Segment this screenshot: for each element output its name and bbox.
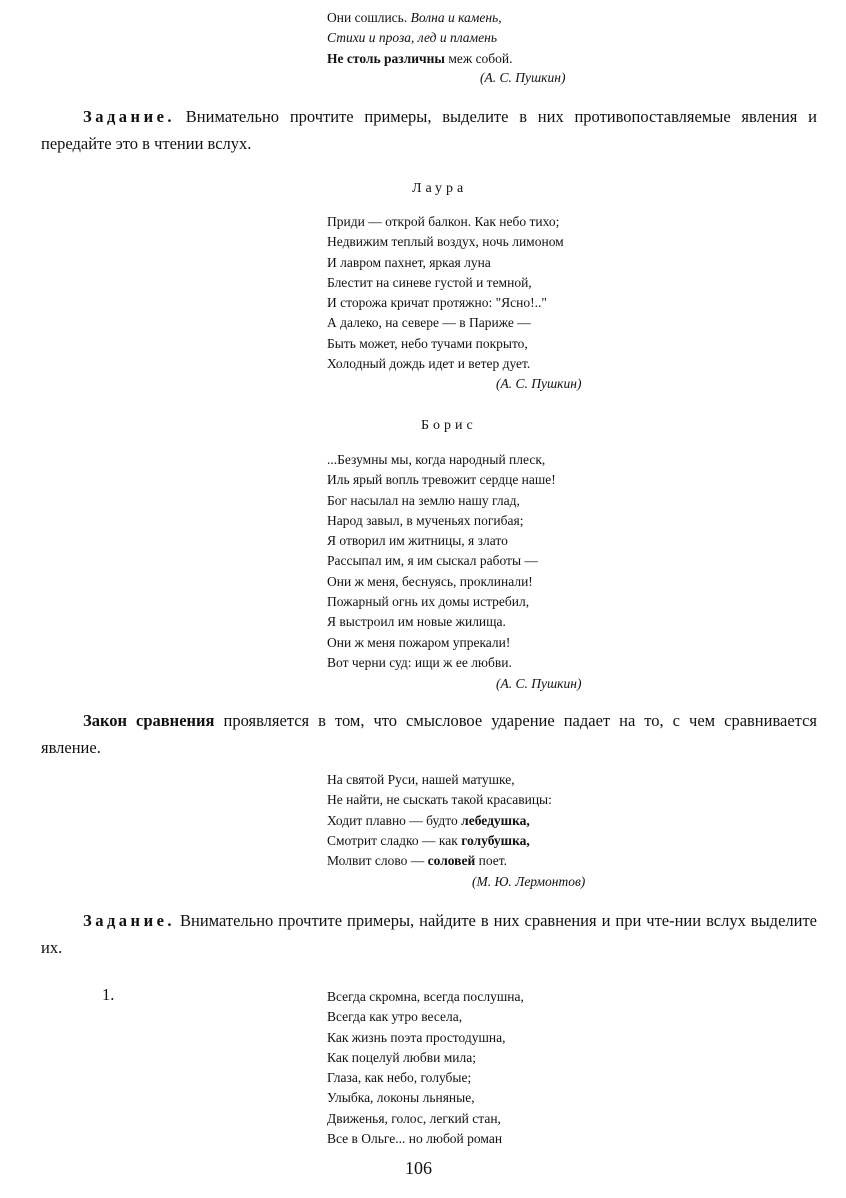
poem-line: Глаза, как небо, голубые; [327, 1070, 472, 1086]
poem-text: Ходит плавно — будто [327, 812, 458, 828]
poem-line: Вот черни суд: ищи ж ее любви. [327, 654, 512, 670]
poem-line [327, 851, 552, 871]
poem-text: Смотрит сладко — как [327, 832, 458, 848]
poem-line: Блестит на синеве густой и темной, [327, 274, 532, 290]
task-lead: Задание. [83, 107, 176, 126]
author-attribution: (А. С. Пушкин) [480, 70, 566, 85]
poem-line: Недвижим теплый воздух, ночь лимоном [327, 234, 564, 250]
poem-text-bold: Не столь различны [327, 50, 445, 66]
poem-line: Быть может, небо тучами покрыто, [327, 335, 528, 351]
poem-line: Всегда как утро весела, [327, 1009, 463, 1025]
poem-line: Все в Ольге... но любой роман [327, 1131, 503, 1147]
poem-text: меж собой. [448, 50, 513, 66]
author-attribution: (А. С. Пушкин) [496, 376, 582, 391]
poem-line: Приди — открой балкон. Как небо тихо; [327, 214, 560, 229]
poem-lermontov [327, 770, 552, 871]
poem-line: Всегда скромна, всегда послушна, [327, 989, 524, 1004]
poem-text-italic: Волна и камень, [410, 10, 502, 25]
poem-text: поет. [478, 853, 508, 869]
task-text: Внимательно прочтите примеры, найдите в них сравнения и при чте-нии вслух выделите их. [41, 911, 817, 957]
poem-line: Улыбка, локоны льняные, [327, 1090, 475, 1106]
task-text: Внимательно прочтите примеры, выделите в них противопоставляемые явления и передайте это в чтении вслух. [41, 107, 817, 153]
poem-line: Я отворил им житницы, я злато [327, 533, 508, 549]
poem-boris [327, 450, 556, 673]
poem-line: И лавром пахнет, яркая луна [327, 254, 491, 270]
poem-text-bold: соловей [427, 853, 476, 869]
author-attribution: (М. Ю. Лермонтов) [472, 874, 586, 889]
poem-line [327, 8, 513, 28]
page-number: 106 [405, 1158, 432, 1178]
poem-text-bold: лебедушка, [461, 812, 530, 828]
example-number: 1. [102, 985, 115, 1004]
poem-line: ...Безумны мы, когда народный плеск, [327, 452, 546, 467]
poem-example-1 [327, 987, 524, 1149]
poem-text: Молвит слово — [327, 853, 425, 869]
speaker-heading: Лаура [412, 181, 468, 196]
author-attribution: (А. С. Пушкин) [496, 676, 582, 691]
poem-line [327, 811, 552, 831]
poem-line: Я выстроил им новые жилища. [327, 614, 506, 630]
poem-line: Они ж меня, беснуясь, проклинали! [327, 573, 533, 589]
poem-laura [327, 212, 564, 374]
law-text: проявляется в том, что смысловое ударение падает на то, с чем сравнивается явление. [41, 711, 818, 757]
task-lead: Задание. [83, 911, 176, 930]
task-paragraph [41, 103, 817, 157]
speaker-heading: Борис [421, 418, 477, 433]
poem-line: Иль ярый вопль тревожит сердце наше! [327, 472, 556, 488]
poem-line: Пожарный огнь их домы истребил, [327, 594, 530, 610]
poem-line: Народ завыл, в мученьях погибая; [327, 512, 524, 528]
poem-line: И сторожа кричат протяжно: "Ясно!.." [327, 295, 547, 311]
poem-line: А далеко, на севере — в Париже — [327, 315, 531, 331]
poem-text-bold: голубушка, [461, 832, 530, 848]
poem-line [327, 49, 513, 69]
task-paragraph [41, 907, 817, 961]
poem-top [327, 8, 513, 69]
poem-line: Стихи и проза, лед и пламень [327, 30, 497, 46]
poem-line: Они ж меня пожаром упрекали! [327, 634, 511, 650]
poem-line: Бог насылал на землю нашу глад, [327, 492, 520, 508]
poem-line: Как жизнь поэта простодушна, [327, 1029, 506, 1045]
law-paragraph [41, 707, 817, 761]
poem-line: Как поцелуй любви мила; [327, 1049, 476, 1065]
poem-line: Рассыпал им, я им сыскал работы — [327, 553, 538, 569]
poem-line [327, 831, 552, 851]
poem-line: Не найти, не сыскать такой красавицы: [327, 792, 552, 808]
poem-line: Холодный дождь идет и ветер дует. [327, 356, 531, 372]
poem-text: Они сошлись. [327, 10, 408, 25]
law-lead: Закон сравнения [83, 711, 215, 730]
poem-line: На святой Руси, нашей матушке, [327, 772, 515, 787]
poem-line: Движенья, голос, легкий стан, [327, 1110, 501, 1126]
